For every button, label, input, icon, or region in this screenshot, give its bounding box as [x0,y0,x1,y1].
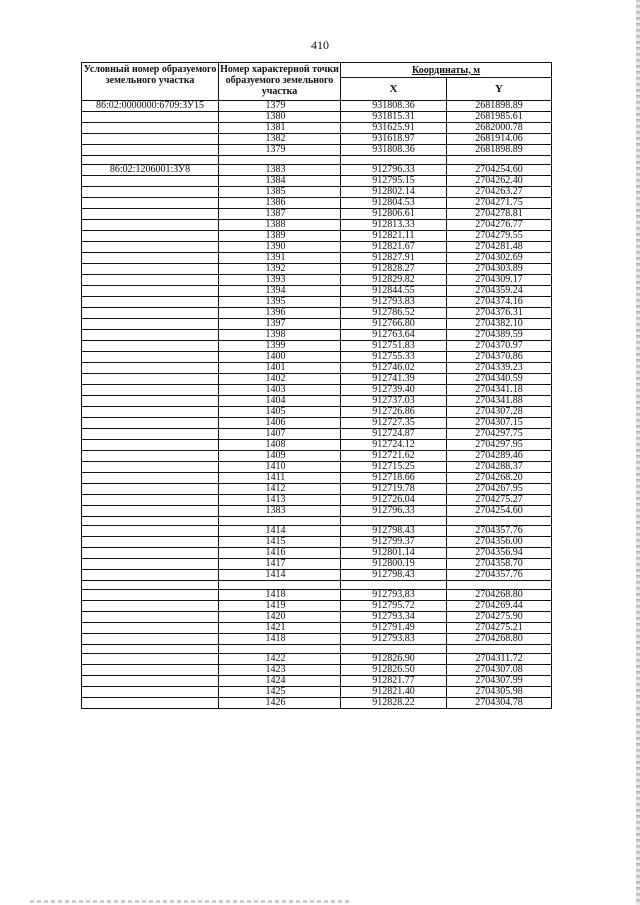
point-cell: 1387 [219,209,341,220]
header-y: Y [447,78,552,101]
y-coordinate-cell: 2704356.94 [447,548,552,559]
table-row [82,198,552,209]
separator-cell [447,645,552,654]
x-coordinate-cell: 912791.49 [341,623,447,634]
point-cell: 1415 [219,537,341,548]
x-coordinate-cell: 912726.04 [341,495,447,506]
y-coordinate-cell: 2704304.78 [447,698,552,709]
x-coordinate-cell: 912751.83 [341,341,447,352]
parcel-cell [82,548,219,559]
parcel-cell [82,145,219,156]
parcel-cell [82,319,219,330]
header-coordinates: Координаты, м [341,63,552,78]
y-coordinate-cell: 2704370.86 [447,352,552,363]
point-cell: 1412 [219,484,341,495]
parcel-cell [82,418,219,429]
y-coordinate-cell: 2704307.08 [447,665,552,676]
point-cell: 1395 [219,297,341,308]
y-coordinate-cell: 2704297.75 [447,429,552,440]
table-row [82,242,552,253]
parcel-cell: 86:02:0000000:6709:ЗУ15 [82,101,219,112]
y-coordinate-cell: 2704288.37 [447,462,552,473]
parcel-cell [82,484,219,495]
point-cell: 1401 [219,363,341,374]
scan-edge-right [636,0,640,905]
point-cell: 1416 [219,548,341,559]
parcel-cell [82,363,219,374]
point-cell: 1382 [219,134,341,145]
parcel-cell [82,220,219,231]
parcel-cell [82,440,219,451]
y-coordinate-cell: 2681985.61 [447,112,552,123]
separator-cell [219,645,341,654]
table-row [82,112,552,123]
x-coordinate-cell: 912802.14 [341,187,447,198]
parcel-cell [82,385,219,396]
y-coordinate-cell: 2704303.89 [447,264,552,275]
table-row [82,440,552,451]
table-row [82,548,552,559]
x-coordinate-cell: 912821.40 [341,687,447,698]
parcel-cell [82,242,219,253]
parcel-cell [82,634,219,645]
x-coordinate-cell: 912737.03 [341,396,447,407]
x-coordinate-cell: 931808.36 [341,145,447,156]
y-coordinate-cell: 2681914.06 [447,134,552,145]
parcel-cell [82,297,219,308]
x-coordinate-cell: 912741.39 [341,374,447,385]
parcel-cell [82,665,219,676]
point-cell: 1421 [219,623,341,634]
parcel-cell [82,198,219,209]
table-row [82,612,552,623]
x-coordinate-cell: 912826.50 [341,665,447,676]
separator-cell [219,581,341,590]
point-cell: 1425 [219,687,341,698]
y-coordinate-cell: 2704389.59 [447,330,552,341]
separator-cell [82,645,219,654]
point-cell: 1385 [219,187,341,198]
point-cell: 1414 [219,570,341,581]
table-row [82,363,552,374]
table-row [82,526,552,537]
parcel-cell [82,676,219,687]
y-coordinate-cell: 2704357.76 [447,570,552,581]
table-row [82,665,552,676]
header-parcel-number: Условный номер образуемого земельного участка [82,63,219,101]
header-x: X [341,78,447,101]
y-coordinate-cell: 2704341.18 [447,385,552,396]
x-coordinate-cell: 912715.25 [341,462,447,473]
point-cell: 1394 [219,286,341,297]
y-coordinate-cell: 2704289.46 [447,451,552,462]
y-coordinate-cell: 2704356.00 [447,537,552,548]
point-cell: 1422 [219,654,341,665]
parcel-cell [82,396,219,407]
y-coordinate-cell: 2704307.15 [447,418,552,429]
parcel-cell [82,570,219,581]
point-cell: 1404 [219,396,341,407]
parcel-cell: 86:02:1206001:ЗУ8 [82,165,219,176]
point-cell: 1418 [219,590,341,601]
point-cell: 1405 [219,407,341,418]
parcel-cell [82,559,219,570]
parcel-cell [82,495,219,506]
x-coordinate-cell: 912806.61 [341,209,447,220]
parcel-cell [82,134,219,145]
x-coordinate-cell: 912804.53 [341,198,447,209]
point-cell: 1386 [219,198,341,209]
x-coordinate-cell: 912795.15 [341,176,447,187]
table-row [82,601,552,612]
table-row [82,473,552,484]
point-cell: 1379 [219,101,341,112]
parcel-cell [82,590,219,601]
y-coordinate-cell: 2704382.10 [447,319,552,330]
table-row [82,374,552,385]
y-coordinate-cell: 2704267.95 [447,484,552,495]
x-coordinate-cell: 912813.33 [341,220,447,231]
point-cell: 1398 [219,330,341,341]
x-coordinate-cell: 912801.14 [341,548,447,559]
table-row [82,537,552,548]
table-row [82,187,552,198]
y-coordinate-cell: 2704309.17 [447,275,552,286]
table-row [82,484,552,495]
table-row [82,330,552,341]
point-cell: 1392 [219,264,341,275]
table-row [82,623,552,634]
table-row [82,495,552,506]
y-coordinate-cell: 2704340.59 [447,374,552,385]
table-row [82,407,552,418]
y-coordinate-cell: 2704254.60 [447,506,552,517]
page-number: 410 [311,38,329,52]
y-coordinate-cell: 2704376.31 [447,308,552,319]
parcel-cell [82,526,219,537]
point-cell: 1381 [219,123,341,134]
table-row [82,506,552,517]
x-coordinate-cell: 912799.37 [341,537,447,548]
table-row [82,654,552,665]
y-coordinate-cell: 2682000.78 [447,123,552,134]
parcel-cell [82,429,219,440]
y-coordinate-cell: 2704268.20 [447,473,552,484]
x-coordinate-cell: 912746.02 [341,363,447,374]
parcel-cell [82,654,219,665]
point-cell: 1397 [219,319,341,330]
x-coordinate-cell: 912763.64 [341,330,447,341]
x-coordinate-cell: 912800.19 [341,559,447,570]
y-coordinate-cell: 2704269.44 [447,601,552,612]
point-cell: 1419 [219,601,341,612]
parcel-cell [82,623,219,634]
point-cell: 1409 [219,451,341,462]
table-body [82,101,552,709]
x-coordinate-cell: 931618.97 [341,134,447,145]
x-coordinate-cell: 912796.33 [341,165,447,176]
y-coordinate-cell: 2704254.60 [447,165,552,176]
y-coordinate-cell: 2704281.48 [447,242,552,253]
x-coordinate-cell: 912821.11 [341,231,447,242]
x-coordinate-cell: 912793.34 [341,612,447,623]
separator-row [82,645,552,654]
y-coordinate-cell: 2704275.21 [447,623,552,634]
parcel-cell [82,407,219,418]
point-cell: 1379 [219,145,341,156]
x-coordinate-cell: 912798.43 [341,570,447,581]
x-coordinate-cell: 912755.33 [341,352,447,363]
separator-cell [219,517,341,526]
x-coordinate-cell: 912827.91 [341,253,447,264]
parcel-cell [82,112,219,123]
x-coordinate-cell: 912796.33 [341,506,447,517]
x-coordinate-cell: 912821.77 [341,676,447,687]
table-row [82,385,552,396]
point-cell: 1413 [219,495,341,506]
parcel-cell [82,123,219,134]
parcel-cell [82,187,219,198]
y-coordinate-cell: 2704307.99 [447,676,552,687]
separator-cell [341,645,447,654]
separator-row [82,517,552,526]
separator-row [82,581,552,590]
x-coordinate-cell: 912719.78 [341,484,447,495]
parcel-cell [82,473,219,484]
point-cell: 1399 [219,341,341,352]
point-cell: 1408 [219,440,341,451]
table-row [82,145,552,156]
y-coordinate-cell: 2704276.77 [447,220,552,231]
separator-cell [447,581,552,590]
table-row [82,429,552,440]
y-coordinate-cell: 2704275.90 [447,612,552,623]
x-coordinate-cell: 912727.35 [341,418,447,429]
parcel-cell [82,687,219,698]
parcel-cell [82,601,219,612]
y-coordinate-cell: 2704278.81 [447,209,552,220]
y-coordinate-cell: 2704311.72 [447,654,552,665]
table-row [82,559,552,570]
point-cell: 1402 [219,374,341,385]
point-cell: 1383 [219,165,341,176]
point-cell: 1407 [219,429,341,440]
point-cell: 1403 [219,385,341,396]
separator-cell [341,581,447,590]
table-header [82,63,552,101]
table-row [82,231,552,242]
parcel-cell [82,506,219,517]
x-coordinate-cell: 912828.22 [341,698,447,709]
x-coordinate-cell: 931808.36 [341,101,447,112]
parcel-cell [82,537,219,548]
x-coordinate-cell: 931625.91 [341,123,447,134]
point-cell: 1423 [219,665,341,676]
table-row [82,123,552,134]
y-coordinate-cell: 2704305.98 [447,687,552,698]
point-cell: 1391 [219,253,341,264]
point-cell: 1424 [219,676,341,687]
x-coordinate-cell: 912844.55 [341,286,447,297]
point-cell: 1400 [219,352,341,363]
table-row [82,634,552,645]
y-coordinate-cell: 2704297.95 [447,440,552,451]
point-cell: 1406 [219,418,341,429]
table-row [82,308,552,319]
parcel-cell [82,374,219,385]
table-row [82,253,552,264]
y-coordinate-cell: 2704268.80 [447,590,552,601]
point-cell: 1410 [219,462,341,473]
table-row [82,570,552,581]
parcel-cell [82,341,219,352]
y-coordinate-cell: 2704263.27 [447,187,552,198]
point-cell: 1393 [219,275,341,286]
table-row [82,297,552,308]
table-row [82,341,552,352]
x-coordinate-cell: 912829.82 [341,275,447,286]
y-coordinate-cell: 2704275.27 [447,495,552,506]
x-coordinate-cell: 912793.83 [341,634,447,645]
point-cell: 1390 [219,242,341,253]
scan-edge-bottom [30,900,350,903]
x-coordinate-cell: 912826.90 [341,654,447,665]
x-coordinate-cell: 912718.66 [341,473,447,484]
separator-cell [82,517,219,526]
parcel-cell [82,231,219,242]
parcel-cell [82,308,219,319]
x-coordinate-cell: 912739.40 [341,385,447,396]
y-coordinate-cell: 2681898.89 [447,101,552,112]
table-row [82,418,552,429]
x-coordinate-cell: 931815.31 [341,112,447,123]
y-coordinate-cell: 2704279.55 [447,231,552,242]
point-cell: 1426 [219,698,341,709]
separator-cell [341,156,447,165]
table-row [82,698,552,709]
table-row [82,209,552,220]
table-row [82,101,552,112]
parcel-cell [82,698,219,709]
table-row [82,676,552,687]
point-cell: 1380 [219,112,341,123]
y-coordinate-cell: 2704339.23 [447,363,552,374]
table-row [82,352,552,363]
y-coordinate-cell: 2704307.28 [447,407,552,418]
parcel-cell [82,330,219,341]
separator-cell [82,156,219,165]
parcel-cell [82,253,219,264]
x-coordinate-cell: 912724.12 [341,440,447,451]
y-coordinate-cell: 2704357.76 [447,526,552,537]
x-coordinate-cell: 912793.83 [341,297,447,308]
x-coordinate-cell: 912726.86 [341,407,447,418]
separator-cell [82,581,219,590]
point-cell: 1383 [219,506,341,517]
x-coordinate-cell: 912821.67 [341,242,447,253]
table-row [82,275,552,286]
table-row [82,286,552,297]
separator-row [82,156,552,165]
parcel-cell [82,275,219,286]
parcel-cell [82,352,219,363]
table-row [82,687,552,698]
table-row [82,319,552,330]
x-coordinate-cell: 912828.27 [341,264,447,275]
table-row [82,396,552,407]
separator-cell [447,517,552,526]
parcel-cell [82,286,219,297]
table-row [82,462,552,473]
parcel-cell [82,451,219,462]
x-coordinate-cell: 912795.72 [341,601,447,612]
x-coordinate-cell: 912721.62 [341,451,447,462]
parcel-cell [82,612,219,623]
point-cell: 1420 [219,612,341,623]
y-coordinate-cell: 2704341.88 [447,396,552,407]
y-coordinate-cell: 2704302.69 [447,253,552,264]
y-coordinate-cell: 2704374.16 [447,297,552,308]
table-row [82,590,552,601]
y-coordinate-cell: 2704271.75 [447,198,552,209]
point-cell: 1396 [219,308,341,319]
table-row [82,264,552,275]
point-cell: 1388 [219,220,341,231]
point-cell: 1417 [219,559,341,570]
header-point-number: Номер характерной точки образуемого земельного участка [219,63,341,101]
x-coordinate-cell: 912793.83 [341,590,447,601]
parcel-cell [82,209,219,220]
y-coordinate-cell: 2704370.97 [447,341,552,352]
y-coordinate-cell: 2704262.40 [447,176,552,187]
point-cell: 1418 [219,634,341,645]
separator-cell [219,156,341,165]
y-coordinate-cell: 2704359.24 [447,286,552,297]
table-row [82,451,552,462]
parcel-cell [82,264,219,275]
parcel-cell [82,176,219,187]
point-cell: 1414 [219,526,341,537]
table-row [82,220,552,231]
y-coordinate-cell: 2704358.70 [447,559,552,570]
separator-cell [447,156,552,165]
point-cell: 1384 [219,176,341,187]
table-row [82,176,552,187]
parcel-cell [82,462,219,473]
point-cell: 1389 [219,231,341,242]
x-coordinate-cell: 912786.52 [341,308,447,319]
y-coordinate-cell: 2704268.80 [447,634,552,645]
y-coordinate-cell: 2681898.89 [447,145,552,156]
x-coordinate-cell: 912766.80 [341,319,447,330]
table-row [82,134,552,145]
x-coordinate-cell: 912724.87 [341,429,447,440]
separator-cell [341,517,447,526]
table-row [82,165,552,176]
coordinates-table [81,62,552,709]
point-cell: 1411 [219,473,341,484]
x-coordinate-cell: 912798.43 [341,526,447,537]
